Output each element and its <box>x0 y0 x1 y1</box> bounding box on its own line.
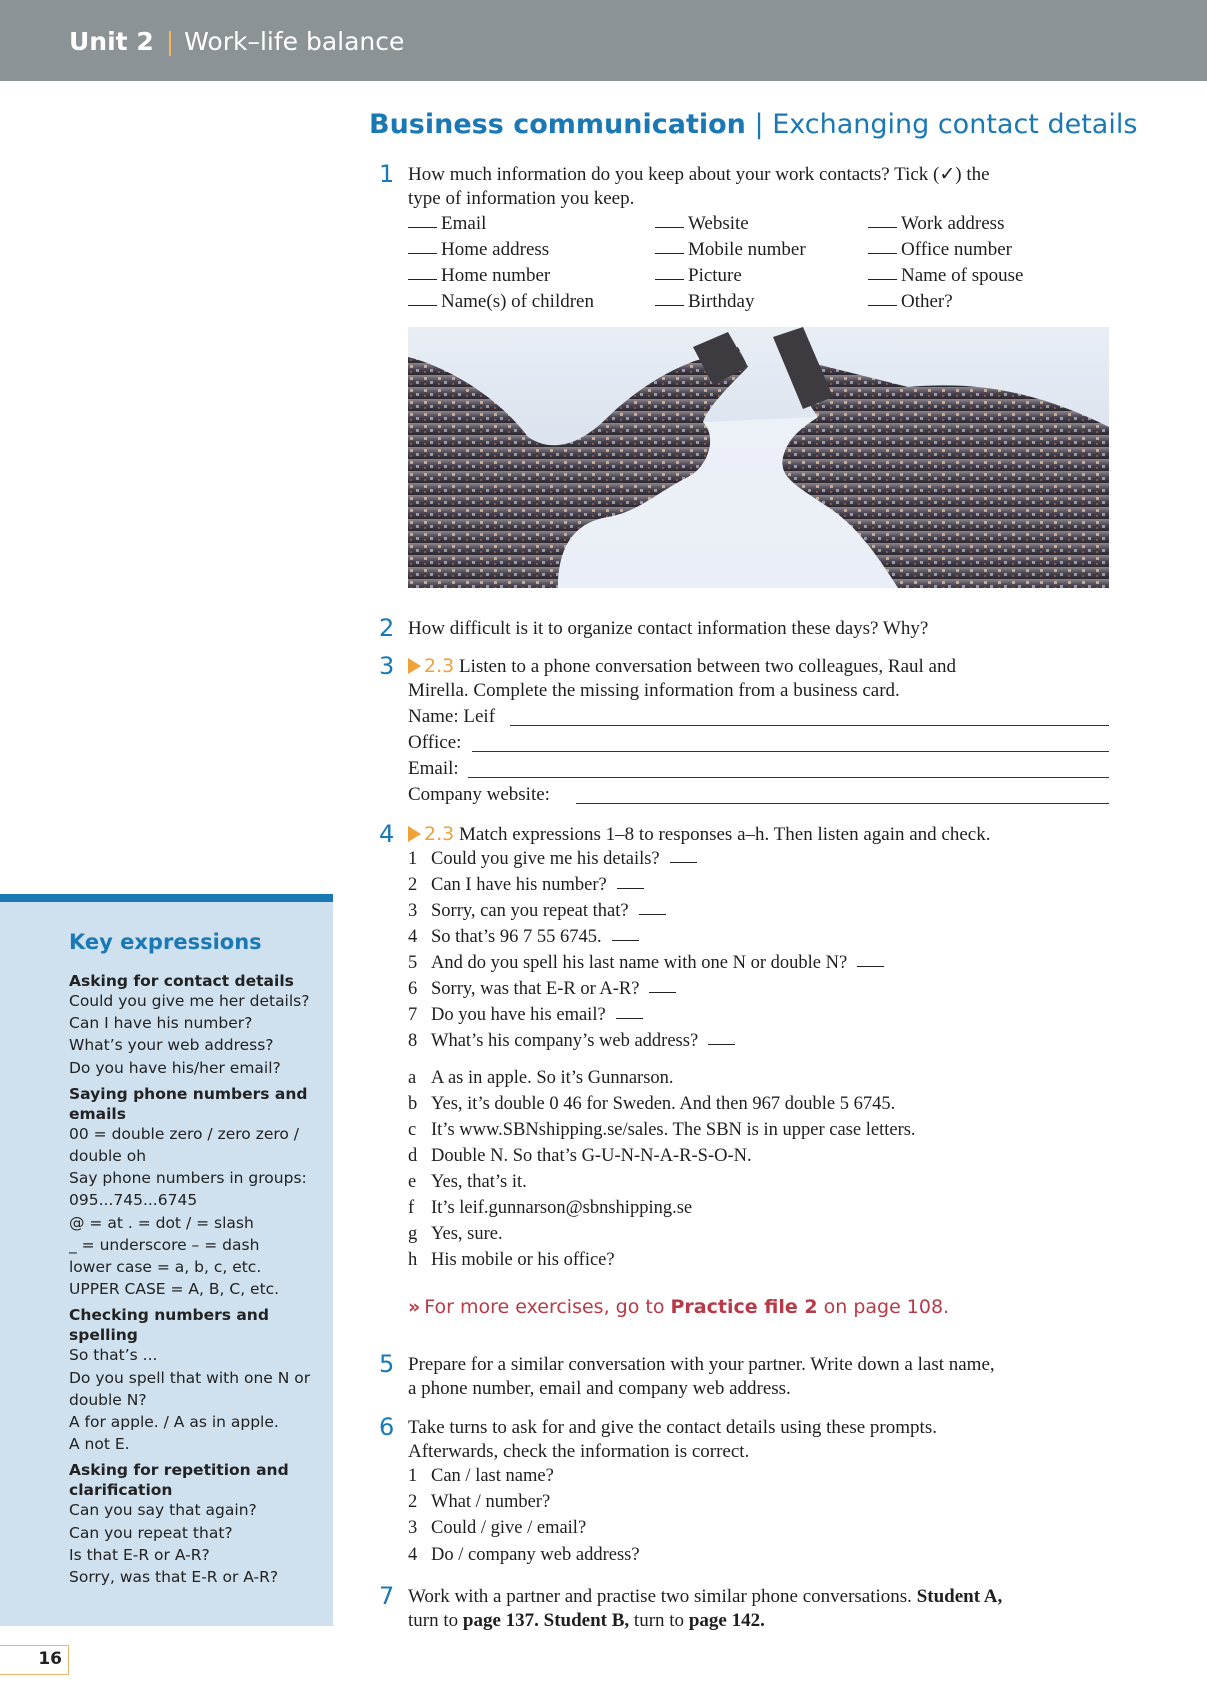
response-item: a A as in apple. So it’s Gunnarson. <box>408 1068 674 1088</box>
tick-blank <box>408 305 437 306</box>
section-title <box>369 109 1137 140</box>
question-1-text-line2: type of information you keep. <box>408 188 635 209</box>
key-expressions-line: Could you give me her details? <box>69 992 310 1010</box>
tick-blank <box>655 253 684 254</box>
section-title-bold: Business communication <box>369 109 746 140</box>
question-3-text-line1: 2.3 Listen to a phone conversation between two colleagues, Raul and <box>408 654 956 679</box>
tick-item[interactable]: Office number <box>868 239 1012 261</box>
question-4-text: 2.3 Match expressions 1–8 to responses a–h. Then listen again and check. <box>408 822 991 847</box>
practice-file-link[interactable]: » For more exercises, go to Practice file 2 on page 108. <box>408 1296 950 1318</box>
answer-blank[interactable] <box>857 966 884 967</box>
key-expressions-line: UPPER CASE = A, B, C, etc. <box>69 1280 280 1299</box>
prompt-item: 3 Could / give / email? <box>408 1518 587 1538</box>
key-expressions-heading: spelling <box>69 1326 138 1345</box>
hands-phones-city-photo <box>408 327 1109 588</box>
photo-illustration <box>408 327 1109 588</box>
prompt-item: 1 Can / last name? <box>408 1466 554 1486</box>
question-2-number: 2 <box>379 614 395 642</box>
name-answer-line[interactable] <box>510 725 1109 726</box>
website-answer-line[interactable] <box>576 803 1109 804</box>
key-expressions-line: A not E. <box>69 1435 130 1454</box>
business-card-name-label: Name: Leif <box>408 706 496 727</box>
question-5-number: 5 <box>379 1350 395 1378</box>
response-item: g Yes, sure. <box>408 1224 503 1244</box>
key-expressions-heading: clarification <box>69 1481 173 1500</box>
key-expressions-box <box>0 894 333 1626</box>
tick-item[interactable]: Email <box>408 213 486 235</box>
double-chevron-icon: » <box>408 1296 421 1318</box>
tick-blank <box>868 253 897 254</box>
tick-item[interactable]: Name of spouse <box>868 265 1023 287</box>
question-1-text-line1: How much information do you keep about your work contacts? Tick (✓) the <box>408 164 990 185</box>
key-expressions-line: Can I have his number? <box>69 1014 253 1033</box>
expression-item: 6 Sorry, was that E-R or A-R? <box>408 979 676 1000</box>
tick-item[interactable]: Home number <box>408 265 550 287</box>
key-expressions-title: Key expressions <box>69 930 262 954</box>
page-number: 16 <box>38 1649 62 1669</box>
expression-item: 8 What’s his company’s web address? <box>408 1031 735 1052</box>
tick-blank <box>868 305 897 306</box>
key-expressions-line: _ = underscore – = dash <box>69 1235 260 1254</box>
key-expressions-line: Say phone numbers in groups: <box>69 1169 307 1188</box>
tick-item[interactable]: Other? <box>868 291 953 313</box>
tick-blank <box>655 305 684 306</box>
question-6-text-line2: Afterwards, check the information is correct. <box>408 1441 750 1462</box>
question-7-text-line1: Work with a partner and practise two similar phone conversations. Student A, <box>408 1586 1003 1607</box>
expression-item: 4 So that’s 96 7 55 6745. <box>408 927 639 948</box>
answer-blank[interactable] <box>670 862 697 863</box>
unit-number: Unit 2 <box>69 27 154 56</box>
question-5-text-line2: a phone number, email and company web address. <box>408 1378 791 1399</box>
tick-item[interactable]: Mobile number <box>655 239 806 261</box>
response-item: c It’s www.SBNshipping.se/sales. The SBN is in upper case letters. <box>408 1120 916 1140</box>
key-expressions-heading: Asking for contact details <box>69 972 294 990</box>
question-1-number: 1 <box>379 160 395 188</box>
tick-item[interactable]: Name(s) of children <box>408 291 594 313</box>
key-expressions-line: Sorry, was that E-R or A-R? <box>69 1568 279 1586</box>
question-6-text-line1: Take turns to ask for and give the contact details using these prompts. <box>408 1417 937 1438</box>
question-6-number: 6 <box>379 1413 395 1441</box>
audio-track-number: 2.3 <box>424 823 455 845</box>
question-7-text-line2: turn to page 137. Student B, turn to page 142. <box>408 1610 765 1631</box>
key-expressions-line: 095...745...6745 <box>69 1191 198 1210</box>
unit-header-bar <box>0 0 1207 81</box>
tick-item[interactable]: Work address <box>868 213 1004 235</box>
business-card-email-label: Email: <box>408 758 459 779</box>
key-expressions-heading: Asking for repetition and <box>69 1461 289 1480</box>
section-subtitle: Exchanging contact details <box>772 109 1138 140</box>
response-item: d Double N. So that’s G-U-N-N-A-R-S-O-N. <box>408 1146 752 1166</box>
response-item: e Yes, that’s it. <box>408 1172 527 1192</box>
tick-blank <box>868 227 897 228</box>
audio-play-icon[interactable] <box>408 658 421 674</box>
question-3-text-line2: Mirella. Complete the missing information from a business card. <box>408 680 900 701</box>
tick-item[interactable]: Picture <box>655 265 742 287</box>
key-expressions-line: Do you spell that with one N or <box>69 1368 311 1387</box>
answer-blank[interactable] <box>639 914 666 915</box>
key-expressions-line: @ = at . = dot / = slash <box>69 1213 254 1232</box>
expression-item: 1 Could you give me his details? <box>408 849 697 870</box>
expression-item: 7 Do you have his email? <box>408 1005 643 1026</box>
key-expressions-line: Can you repeat that? <box>69 1523 233 1542</box>
tick-item[interactable]: Website <box>655 213 749 235</box>
response-item: b Yes, it’s double 0 46 for Sweden. And then 967 double 5 6745. <box>408 1094 896 1114</box>
key-expressions-line: 00 = double zero / zero zero / <box>69 1124 300 1143</box>
office-answer-line[interactable] <box>472 751 1109 752</box>
audio-track-number: 2.3 <box>424 655 455 677</box>
question-5-text-line1: Prepare for a similar conversation with your partner. Write down a last name, <box>408 1354 995 1375</box>
response-item: f It’s leif.gunnarson@sbnshipping.se <box>408 1198 693 1218</box>
answer-blank[interactable] <box>708 1044 735 1045</box>
answer-blank[interactable] <box>616 1018 643 1019</box>
expression-item: 5 And do you spell his last name with one N or double N? <box>408 953 884 974</box>
key-expressions-line: Can you say that again? <box>69 1501 257 1520</box>
answer-blank[interactable] <box>617 888 644 889</box>
prompt-item: 2 What / number? <box>408 1492 551 1512</box>
page-number-tab <box>0 1645 69 1675</box>
question-2-text: How difficult is it to organize contact information these days? Why? <box>408 618 929 639</box>
key-expressions-heading: Checking numbers and <box>69 1306 269 1325</box>
key-expressions-heading: emails <box>69 1104 126 1123</box>
key-expressions-heading: Saying phone numbers and <box>69 1084 308 1103</box>
tick-blank <box>408 279 437 280</box>
tick-blank <box>868 279 897 280</box>
tick-item[interactable]: Birthday <box>655 291 755 313</box>
answer-blank[interactable] <box>612 940 639 941</box>
email-answer-line[interactable] <box>468 777 1109 778</box>
tick-blank <box>408 253 437 254</box>
key-expressions-line: Do you have his/her email? <box>69 1058 281 1077</box>
question-3-number: 3 <box>379 652 395 680</box>
answer-blank[interactable] <box>649 992 676 993</box>
key-expressions-line: Is that E-R or A-R? <box>69 1545 210 1564</box>
practice-file-name: Practice file 2 <box>670 1296 818 1318</box>
response-item: h His mobile or his office? <box>408 1250 615 1270</box>
key-expressions-line: A for apple. / A as in apple. <box>69 1413 279 1431</box>
unit-title <box>69 27 404 56</box>
section-divider: | <box>754 109 764 140</box>
prompt-item: 4 Do / company web address? <box>408 1545 640 1565</box>
question-7-number: 7 <box>379 1582 395 1610</box>
tick-blank <box>655 279 684 280</box>
business-card-website-label: Company website: <box>408 784 550 805</box>
key-expressions-line: lower case = a, b, c, etc. <box>69 1258 262 1276</box>
expression-item: 3 Sorry, can you repeat that? <box>408 901 666 922</box>
tick-blank <box>655 227 684 228</box>
question-4-number: 4 <box>379 820 395 848</box>
expression-item: 2 Can I have his number? <box>408 875 644 896</box>
key-expressions-line: double oh <box>69 1147 147 1165</box>
key-expressions-line: So that’s ... <box>69 1346 158 1365</box>
key-expressions-line: double N? <box>69 1390 147 1409</box>
business-card-office-label: Office: <box>408 732 462 753</box>
unit-topic: Work–life balance <box>184 27 405 56</box>
tick-item[interactable]: Home address <box>408 239 549 261</box>
audio-play-icon[interactable] <box>408 826 421 842</box>
key-expressions-line: What’s your web address? <box>69 1036 274 1055</box>
tick-checklist <box>408 213 1088 313</box>
header-divider: | <box>165 27 175 56</box>
tick-blank <box>408 227 437 228</box>
